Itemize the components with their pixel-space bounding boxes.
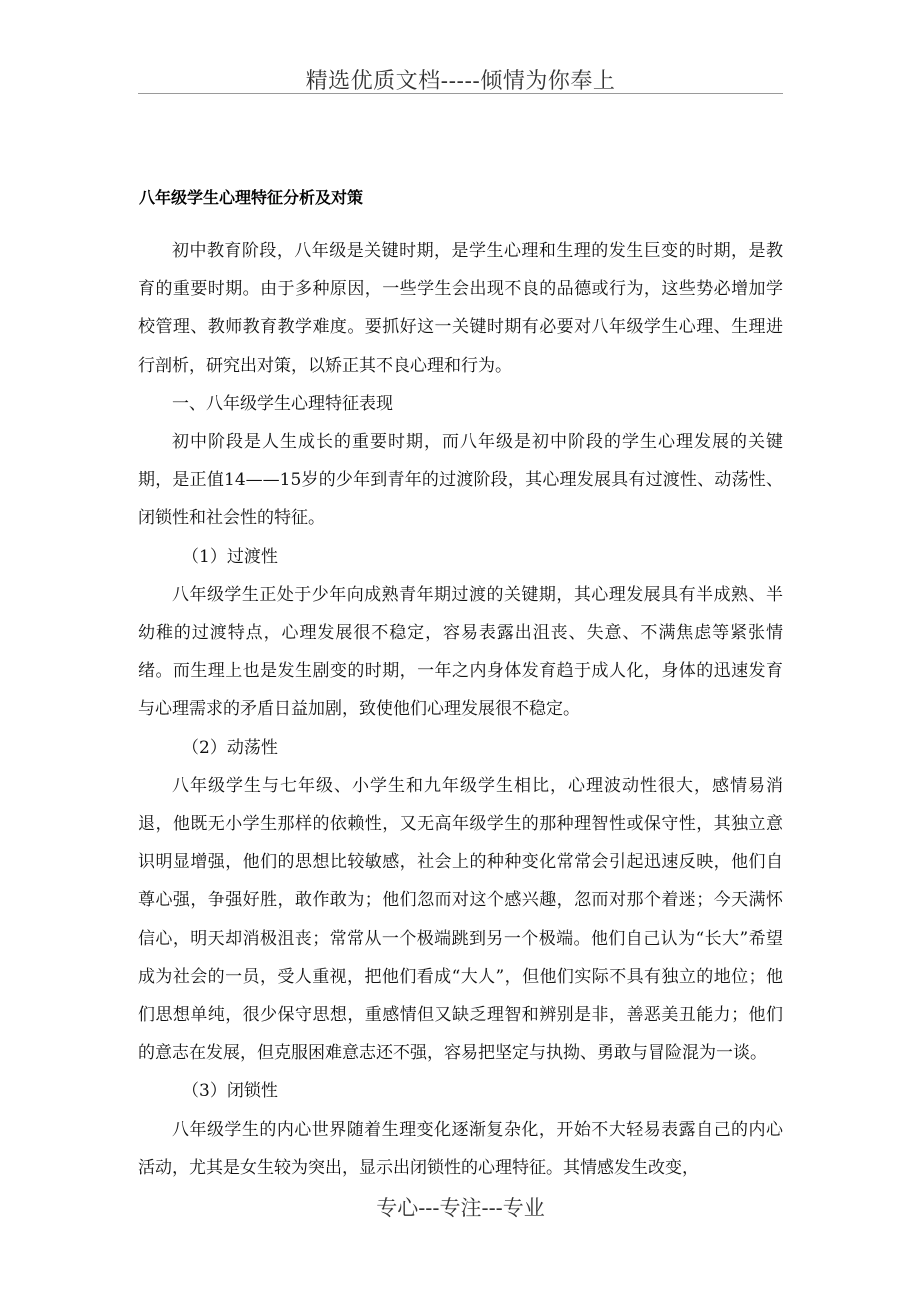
header-divider [138, 93, 783, 94]
document-body [138, 232, 783, 1187]
subsection-heading: （3）闭锁性 [182, 1081, 278, 1102]
section-heading: 一、八年级学生心理特征表现 [172, 393, 393, 414]
subsection-heading: （1）过渡性 [182, 546, 278, 567]
body-paragraph: 初中阶段是人生成长的重要时期，而八年级是初中阶段的学生心理发展的关键期，是正值14——15岁的少年到青年的过渡阶段，其心理发展具有过渡性、动荡性、闭锁性和社会性的特征。 [138, 432, 783, 529]
intro-paragraph: 初中教育阶段，八年级是关键时期，是学生心理和生理的发生巨变的时期，是教育的重要时期。由于多种原因，一些学生会出现不良的品德或行为，这些势必增加学校管理、教师教育教学难度。要抓好这一关键时期有必要对八年级学生心理、生理进行剖析，研究出对策，以矫正其不良心理和行为。 [138, 241, 783, 376]
body-paragraph: 八年级学生与七年级、小学生和九年级学生相比，心理波动性很大，感情易消退，他既无小学生那样的依赖性，又无高年级学生的那种理智性或保守性，其独立意识明显增强，他们的思想比较敏感，社会上的种种变化常常会引起迅速反映，他们自尊心强，争强好胜，敢作敢为；他们忽而对这个感兴趣，忽而对那个着迷；今天满怀信心，明天却消极沮丧；常常从一个极端跳到另一个极端。他们自己认为“长大”希望成为社会的一员，受人重视，把他们看成“大人”，但他们实际不具有独立的地位；他们思想单纯，很少保守思想，重感情但又缺乏理智和辨别是非，善恶美丑能力；他们的意志在发展，但克服困难意志还不强，容易把坚定与执拗、勇敢与冒险混为一谈。 [138, 775, 783, 1064]
body-paragraph: 八年级学生的内心世界随着生理变化逐渐复杂化，开始不大轻易表露自己的内心活动，尤其是女生较为突出，显示出闭锁性的心理特征。其情感发生改变， [138, 1119, 783, 1178]
document-title: 八年级学生心理特征分析及对策 [139, 188, 364, 207]
subsection-heading: （2）动荡性 [182, 737, 278, 758]
body-paragraph: 八年级学生正处于少年向成熟青年期过渡的关键期，其心理发展具有半成熟、半幼稚的过渡特点，心理发展很不稳定，容易表露出沮丧、失意、不满焦虑等紧张情绪。而生理上也是发生剧变的时期，一年之内身体发育趋于成人化，身体的迅速发育与心理需求的矛盾日益加剧，致使他们心理发展很不稳定。 [138, 584, 783, 720]
page-header: 精选优质文档-----倾情为你奉上 [305, 69, 616, 94]
page-footer: 专心---专注---专业 [376, 1196, 545, 1220]
